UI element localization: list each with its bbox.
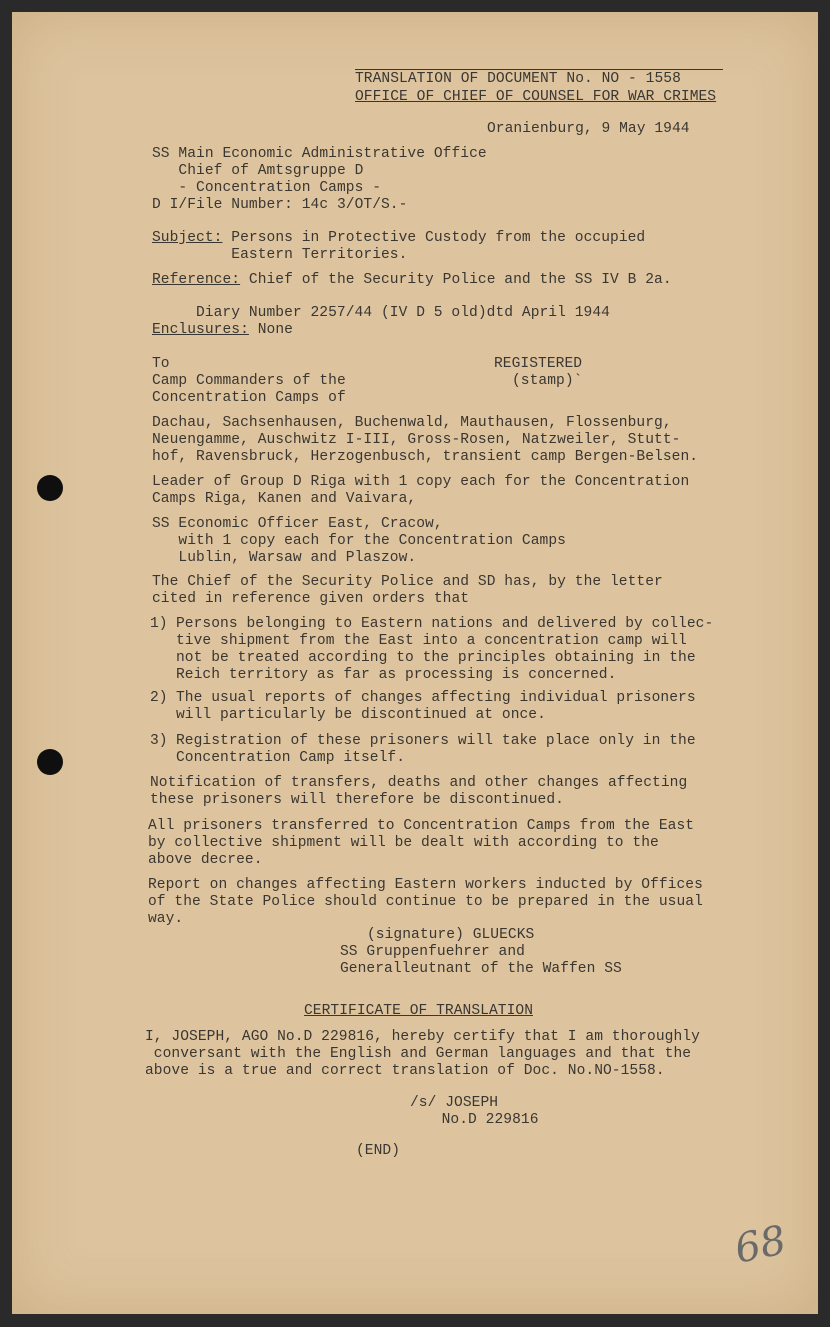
point-number: 3) bbox=[150, 733, 168, 749]
riga-line: Camps Riga, Kanen and Vaivara, bbox=[152, 491, 417, 507]
notification-line: Notification of transfers, deaths and other changes affecting bbox=[150, 775, 688, 791]
enclosures-label: Enclusures: bbox=[152, 322, 249, 338]
point-line: not be treated according to the principles obtaining in the bbox=[176, 650, 696, 666]
notification-line: these prisoners will therefore be discontinued. bbox=[150, 792, 564, 808]
cracow-line: with 1 copy each for the Concentration Camps bbox=[152, 533, 566, 549]
chief-intro-line: The Chief of the Security Police and SD has, by the letter bbox=[152, 574, 663, 590]
camps-line: Dachau, Sachsenhausen, Buchenwald, Mauthausen, Flossenburg, bbox=[152, 415, 672, 431]
reference-text: Chief of the Security Police and the SS IV B 2a. bbox=[240, 272, 672, 288]
point-line: Reich territory as far as processing is concerned. bbox=[176, 667, 617, 683]
addressee-line: Camp Commanders of the bbox=[152, 373, 346, 389]
header-line-2: OFFICE OF CHIEF OF COUNSEL FOR WAR CRIMES bbox=[355, 89, 717, 105]
stamp-label: (stamp)` bbox=[512, 373, 583, 389]
end-marker: (END) bbox=[356, 1143, 401, 1159]
subject bbox=[152, 230, 645, 247]
cracow-line: SS Economic Officer East, Cracow, bbox=[152, 516, 443, 532]
cracow-line: Lublin, Warsaw and Plaszow. bbox=[152, 550, 417, 566]
report-line: way. bbox=[148, 911, 184, 927]
enclosures bbox=[152, 322, 293, 339]
certificate-line: conversant with the English and German languages and that the bbox=[145, 1046, 692, 1062]
signature-line: Generalleutnant of the Waffen SS bbox=[340, 961, 622, 977]
addressee-line: To bbox=[152, 356, 170, 372]
all-prisoners-line: by collective shipment will be dealt with according to the bbox=[148, 835, 659, 851]
all-prisoners-line: All prisoners transferred to Concentration Camps from the East bbox=[148, 818, 695, 834]
punch-hole-bottom bbox=[37, 749, 63, 775]
certificate-title: CERTIFICATE OF TRANSLATION bbox=[304, 1003, 533, 1019]
enclosures-text: None bbox=[248, 322, 293, 338]
report-line: Report on changes affecting Eastern workers inducted by Offices bbox=[148, 877, 703, 893]
sender-line: Chief of Amtsgruppe D bbox=[152, 163, 364, 179]
certificate-line: I, JOSEPH, AGO No.D 229816, hereby certify that I am thoroughly bbox=[145, 1029, 700, 1045]
certificate-line: above is a true and correct translation of Doc. No.NO-1558. bbox=[145, 1063, 665, 1079]
handwritten-page-number: 68 bbox=[730, 1217, 791, 1273]
header-line-1: TRANSLATION OF DOCUMENT No. NO - 1558 bbox=[355, 69, 723, 88]
subject-label: Subject: bbox=[152, 230, 223, 246]
signature-line: (signature) GLUECKS bbox=[367, 927, 535, 943]
sender-line: D I/File Number: 14c 3/OT/S.- bbox=[152, 197, 408, 213]
sender-line: - Concentration Camps - bbox=[152, 180, 381, 196]
point-line: tive shipment from the East into a concentration camp will bbox=[176, 633, 687, 649]
all-prisoners-line: above decree. bbox=[148, 852, 263, 868]
signature-line: SS Gruppenfuehrer and bbox=[340, 944, 525, 960]
point-number: 2) bbox=[150, 690, 168, 706]
point-line: Registration of these prisoners will take place only in the bbox=[176, 733, 696, 749]
subject-text-cont: Eastern Territories. bbox=[152, 247, 408, 263]
point-line: will particularly be discontinued at once. bbox=[176, 707, 546, 723]
point-number: 1) bbox=[150, 616, 168, 632]
point-line: Persons belonging to Eastern nations and delivered by collec- bbox=[176, 616, 714, 632]
point-line: Concentration Camp itself. bbox=[176, 750, 405, 766]
subject-text: Persons in Protective Custody from the occupied bbox=[222, 230, 646, 246]
stamp-registered: REGISTERED bbox=[494, 356, 583, 372]
reference-label: Reference: bbox=[152, 272, 241, 288]
translator-number: No.D 229816 bbox=[424, 1112, 539, 1128]
report-line: of the State Police should continue to be prepared in the usual bbox=[148, 894, 703, 910]
sender-line: SS Main Economic Administrative Office bbox=[152, 146, 487, 162]
riga-line: Leader of Group D Riga with 1 copy each for the Concentration bbox=[152, 474, 690, 490]
diary-number: Diary Number 2257/44 (IV D 5 old)dtd April 1944 bbox=[196, 305, 610, 321]
camps-line: Neuengamme, Auschwitz I-III, Gross-Rosen, Natzweiler, Stutt- bbox=[152, 432, 681, 448]
reference bbox=[152, 272, 672, 289]
point-line: The usual reports of changes affecting individual prisoners bbox=[176, 690, 696, 706]
camps-line: hof, Ravensbruck, Herzogenbusch, transient camp Bergen-Belsen. bbox=[152, 449, 699, 465]
place-date: Oranienburg, 9 May 1944 bbox=[487, 121, 690, 137]
translator-signature: /s/ JOSEPH bbox=[410, 1095, 499, 1111]
addressee-line: Concentration Camps of bbox=[152, 390, 346, 406]
chief-intro-line: cited in reference given orders that bbox=[152, 591, 470, 607]
punch-hole-top bbox=[37, 475, 63, 501]
